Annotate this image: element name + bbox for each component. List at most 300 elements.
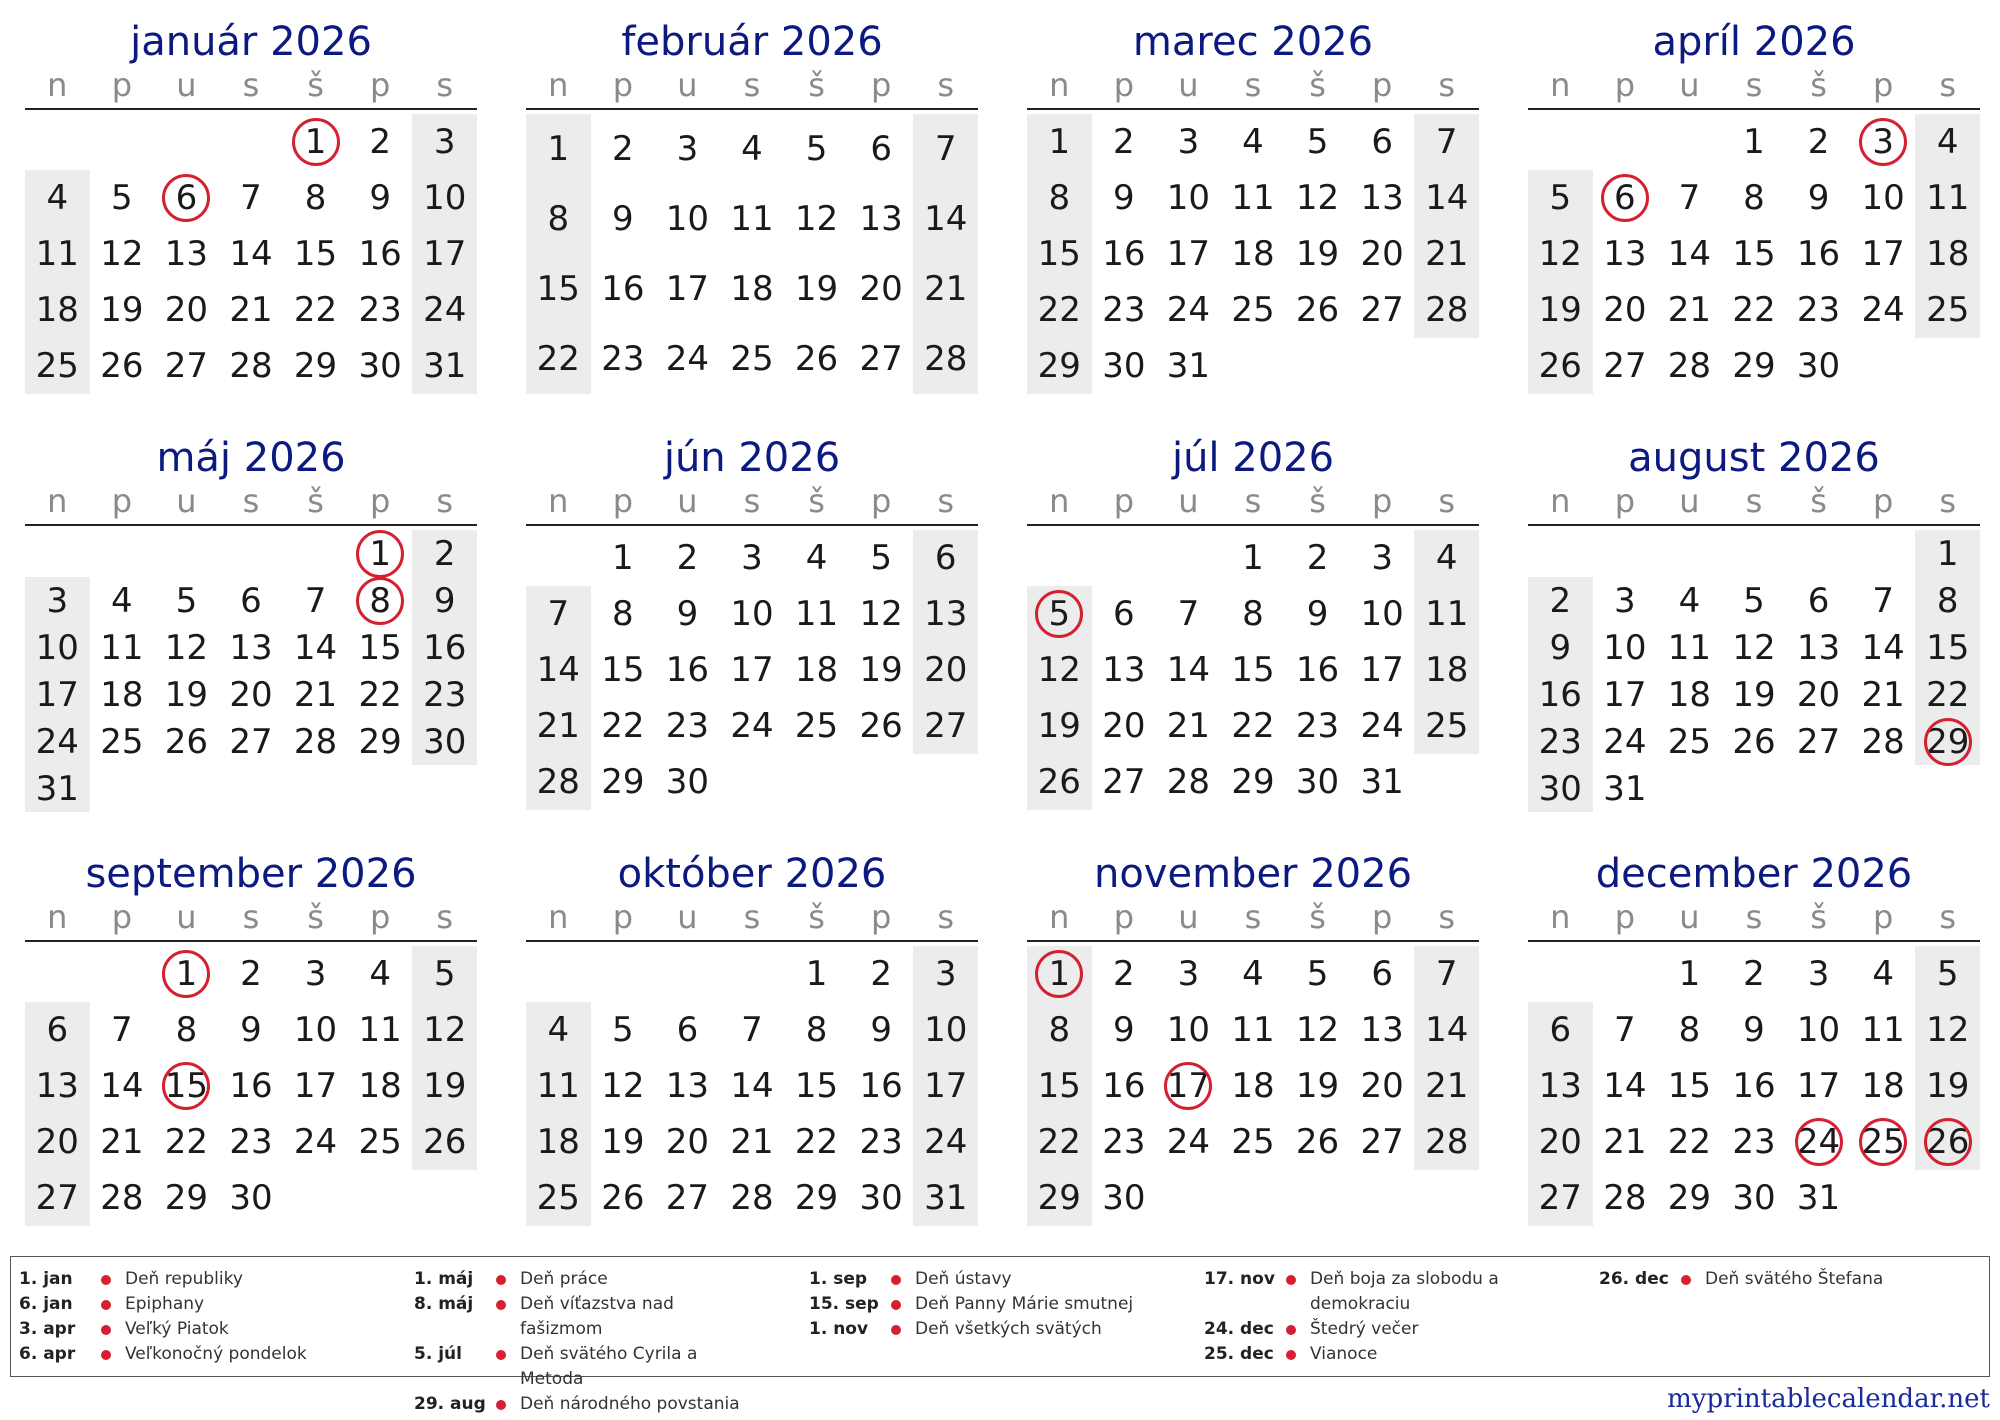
day-number: 19 xyxy=(1295,1066,1340,1106)
calendar-day xyxy=(412,577,477,624)
weekday-label: p xyxy=(1113,66,1134,104)
day-number: 30 xyxy=(1295,762,1340,802)
day-number: 27 xyxy=(35,1178,79,1218)
calendar-day xyxy=(526,1114,591,1170)
day-number: 15 xyxy=(1231,650,1275,690)
day-number: 19 xyxy=(794,269,839,309)
day-number: 20 xyxy=(1360,234,1404,274)
calendar-day xyxy=(655,698,720,754)
holiday-name: Veľkonočný pondelok xyxy=(125,1344,307,1364)
calendar-day xyxy=(1221,282,1286,338)
calendar-day xyxy=(1027,226,1092,282)
weekday-header xyxy=(1027,66,1479,110)
day-number: 16 xyxy=(601,269,645,309)
day-number: 24 xyxy=(1360,706,1404,746)
weekday-label: u xyxy=(1679,66,1700,104)
month-block xyxy=(526,832,978,1226)
empty-day-cell xyxy=(1786,530,1851,577)
calendar-day xyxy=(283,946,348,1002)
day-number: 6 xyxy=(1113,594,1135,634)
day-number: 30 xyxy=(358,346,402,386)
empty-day-cell xyxy=(154,765,219,812)
day-number: 8 xyxy=(612,594,634,634)
calendar-day xyxy=(1350,698,1415,754)
calendar-day xyxy=(1092,946,1157,1002)
day-number: 18 xyxy=(1231,1066,1275,1106)
holiday-name: Deň boja za slobodu a demokraciu xyxy=(1310,1269,1499,1314)
calendar-day xyxy=(1593,338,1658,394)
day-number: 27 xyxy=(1360,290,1404,330)
day-number: 27 xyxy=(1360,1122,1404,1162)
calendar-day xyxy=(1414,698,1479,754)
calendar-day xyxy=(1786,226,1851,282)
calendar-day xyxy=(1722,282,1787,338)
weekday-label: p xyxy=(1371,482,1393,520)
calendar-day xyxy=(1915,1114,1980,1170)
day-number: 18 xyxy=(1861,1066,1905,1106)
calendar-day xyxy=(154,1058,219,1114)
weekday-label: p xyxy=(111,66,132,104)
day-number: 13 xyxy=(1796,627,1841,668)
day-number: 8 xyxy=(1678,1010,1701,1050)
calendar-day xyxy=(1156,754,1221,810)
day-number: 26 xyxy=(423,1122,467,1162)
calendar-day xyxy=(348,530,413,577)
calendar-day xyxy=(1915,624,1980,671)
weekday-label: u xyxy=(677,66,698,104)
day-number: 29 xyxy=(1667,1178,1712,1218)
day-number: 27 xyxy=(859,339,903,379)
day-number: 15 xyxy=(1926,627,1970,668)
month-title: jún 2026 xyxy=(663,435,841,481)
day-number: 15 xyxy=(794,1066,839,1106)
day-number: 28 xyxy=(293,721,338,762)
day-number: 18 xyxy=(536,1122,580,1162)
calendar-day xyxy=(1414,170,1479,226)
empty-day-cell xyxy=(90,946,155,1002)
calendar-day xyxy=(154,282,219,338)
calendar-day xyxy=(655,324,720,394)
holiday-date: 6. apr xyxy=(19,1344,76,1364)
day-number: 30 xyxy=(859,1178,903,1218)
calendar-day xyxy=(1915,1058,1980,1114)
calendar-day xyxy=(720,184,785,254)
calendar-day xyxy=(784,946,849,1002)
month-block xyxy=(25,416,477,812)
calendar-day xyxy=(1092,642,1157,698)
calendar-day xyxy=(591,1114,656,1170)
calendar-day xyxy=(1722,1114,1787,1170)
holiday-name: Veľký Piatok xyxy=(125,1319,229,1339)
day-number: 10 xyxy=(1166,1010,1211,1050)
weekday-label: n xyxy=(47,66,68,104)
day-number: 5 xyxy=(1549,178,1572,218)
day-number: 24 xyxy=(1166,290,1211,330)
holiday-circle-icon xyxy=(1859,118,1907,166)
day-number: 16 xyxy=(1102,234,1146,274)
month-title: marec 2026 xyxy=(1132,19,1374,65)
calendar-day xyxy=(1027,1002,1092,1058)
calendar-day xyxy=(1657,226,1722,282)
calendar-day xyxy=(1657,946,1722,1002)
calendar-day xyxy=(1414,530,1479,586)
calendar-day xyxy=(283,1114,348,1170)
day-number: 26 xyxy=(1538,346,1582,386)
day-number: 21 xyxy=(1603,1122,1647,1162)
day-number: 16 xyxy=(665,650,710,690)
holiday-date: 29. aug xyxy=(414,1394,486,1414)
empty-day-cell xyxy=(1851,338,1916,394)
calendar-day xyxy=(25,282,90,338)
calendar-day xyxy=(283,1058,348,1114)
day-number: 3 xyxy=(676,129,699,169)
calendar-day xyxy=(913,586,978,642)
holiday-name: Deň republiky xyxy=(125,1269,243,1289)
calendar-day xyxy=(849,1170,914,1226)
calendar-day xyxy=(348,624,413,671)
calendar-day xyxy=(1027,698,1092,754)
calendar-day xyxy=(1915,170,1980,226)
weekday-label: s xyxy=(1438,66,1456,104)
month-block xyxy=(1528,0,1980,394)
calendar-day xyxy=(25,1058,90,1114)
empty-day-cell xyxy=(283,765,348,812)
day-number: 5 xyxy=(111,178,133,218)
day-number: 7 xyxy=(240,178,262,218)
day-number: 15 xyxy=(1037,1066,1081,1106)
day-number: 7 xyxy=(1678,178,1701,218)
day-number: 23 xyxy=(1796,290,1841,330)
calendar-day xyxy=(1221,530,1286,586)
day-number: 13 xyxy=(924,594,968,634)
calendar-day xyxy=(913,1002,978,1058)
day-number: 1 xyxy=(547,129,570,169)
weekday-label: s xyxy=(242,898,260,936)
bullet-dot-icon xyxy=(101,1300,111,1310)
calendar-day xyxy=(720,1170,785,1226)
calendar-day xyxy=(1092,1002,1157,1058)
empty-day-cell xyxy=(219,114,284,170)
calendar-day xyxy=(1092,1114,1157,1170)
calendar-day xyxy=(1092,338,1157,394)
day-number: 17 xyxy=(423,234,467,274)
empty-day-cell xyxy=(1414,338,1479,394)
day-number: 10 xyxy=(1796,1010,1841,1050)
month-block xyxy=(1528,832,1980,1226)
day-number: 14 xyxy=(293,627,338,668)
weekday-label: p xyxy=(1872,66,1894,104)
holiday-name: Epiphany xyxy=(125,1294,205,1314)
day-number: 19 xyxy=(1538,290,1582,330)
empty-day-cell xyxy=(1027,530,1092,586)
day-number: 14 xyxy=(229,234,273,274)
day-number: 1 xyxy=(369,533,391,574)
weekday-label: š xyxy=(1309,898,1326,936)
day-number: 15 xyxy=(1667,1066,1712,1106)
day-number: 22 xyxy=(1667,1122,1712,1162)
calendar-day xyxy=(1593,1170,1658,1226)
day-number: 1 xyxy=(1936,533,1959,574)
day-number: 21 xyxy=(229,290,273,330)
day-number: 11 xyxy=(358,1010,402,1050)
day-number: 11 xyxy=(1425,594,1469,634)
day-number: 25 xyxy=(730,339,774,379)
calendar-day xyxy=(784,324,849,394)
day-number: 26 xyxy=(1037,762,1081,802)
day-number: 29 xyxy=(1231,762,1275,802)
weekday-label: u xyxy=(677,898,698,936)
calendar-day xyxy=(412,1002,477,1058)
day-number: 13 xyxy=(229,627,273,668)
month-title: október 2026 xyxy=(617,851,887,897)
calendar-day xyxy=(90,1058,155,1114)
holiday-date: 3. apr xyxy=(19,1319,76,1339)
day-number: 23 xyxy=(665,706,710,746)
legend-item xyxy=(809,1292,1145,1317)
calendar-day xyxy=(784,254,849,324)
bullet-dot-icon xyxy=(1286,1350,1296,1360)
bullet-dot-icon xyxy=(891,1325,901,1335)
empty-day-cell xyxy=(1722,765,1787,812)
month-title: máj 2026 xyxy=(156,435,346,481)
day-number: 17 xyxy=(35,674,79,715)
day-number: 4 xyxy=(1872,954,1894,994)
empty-day-cell xyxy=(25,530,90,577)
holiday-name: Vianoce xyxy=(1310,1344,1378,1364)
calendar-day xyxy=(1851,1002,1916,1058)
weekday-label: š xyxy=(307,66,324,104)
calendar-day xyxy=(1350,282,1415,338)
calendar-day xyxy=(25,170,90,226)
day-number: 5 xyxy=(433,954,456,994)
calendar-day xyxy=(1285,530,1350,586)
day-number: 23 xyxy=(1732,1122,1776,1162)
calendar-day xyxy=(1593,226,1658,282)
calendar-day xyxy=(849,530,914,586)
day-number: 16 xyxy=(1796,234,1841,274)
calendar-day xyxy=(1786,1114,1851,1170)
calendar-day xyxy=(1786,624,1851,671)
calendar-day xyxy=(591,254,656,324)
calendar-day xyxy=(348,114,413,170)
empty-day-cell xyxy=(849,754,914,810)
day-number: 18 xyxy=(35,290,79,330)
day-number: 9 xyxy=(433,580,456,621)
calendar-day xyxy=(849,1002,914,1058)
empty-day-cell xyxy=(154,114,219,170)
day-number: 14 xyxy=(1861,627,1905,668)
legend-column xyxy=(1599,1267,1935,1292)
day-number: 25 xyxy=(1425,706,1469,746)
day-number: 18 xyxy=(730,269,774,309)
day-grid xyxy=(526,530,978,810)
day-number: 4 xyxy=(1678,580,1701,621)
day-number: 2 xyxy=(1549,580,1572,621)
calendar-day xyxy=(1722,170,1787,226)
calendar-day xyxy=(526,586,591,642)
calendar-day xyxy=(849,698,914,754)
calendar-day xyxy=(591,324,656,394)
month-block xyxy=(526,0,978,394)
calendar-day xyxy=(784,530,849,586)
day-number: 23 xyxy=(358,290,402,330)
day-number: 10 xyxy=(1360,594,1404,634)
day-number: 22 xyxy=(1732,290,1776,330)
calendar-day xyxy=(1156,586,1221,642)
empty-day-cell xyxy=(1350,338,1415,394)
calendar-day xyxy=(90,718,155,765)
holiday-date: 1. jan xyxy=(19,1269,73,1289)
calendar-day xyxy=(720,1114,785,1170)
empty-day-cell xyxy=(1156,530,1221,586)
day-number: 6 xyxy=(934,538,957,578)
calendar-day xyxy=(591,1002,656,1058)
weekday-label: u xyxy=(176,898,197,936)
day-grid xyxy=(25,946,477,1226)
calendar-day xyxy=(1156,698,1221,754)
empty-day-cell xyxy=(1657,114,1722,170)
calendar-day xyxy=(526,642,591,698)
day-number: 15 xyxy=(1037,234,1081,274)
calendar-day xyxy=(591,754,656,810)
calendar-day xyxy=(348,338,413,394)
calendar-day xyxy=(1156,1058,1221,1114)
calendar-day xyxy=(25,226,90,282)
empty-day-cell xyxy=(412,1170,477,1226)
day-number: 23 xyxy=(1538,721,1582,762)
day-number: 6 xyxy=(175,178,198,218)
day-number: 3 xyxy=(934,954,957,994)
bullet-dot-icon xyxy=(496,1275,506,1285)
calendar-day xyxy=(720,324,785,394)
legend-item xyxy=(1204,1267,1540,1317)
calendar-day xyxy=(784,184,849,254)
calendar-day xyxy=(784,1114,849,1170)
weekday-label: n xyxy=(548,482,569,520)
day-number: 8 xyxy=(805,1010,828,1050)
day-number: 1 xyxy=(1048,954,1071,994)
day-number: 5 xyxy=(175,580,198,621)
day-number: 24 xyxy=(293,1122,338,1162)
holiday-date: 25. dec xyxy=(1204,1344,1274,1364)
weekday-label: p xyxy=(111,482,132,520)
calendar-day xyxy=(1350,170,1415,226)
day-number: 4 xyxy=(46,178,69,218)
calendar-day xyxy=(1414,586,1479,642)
calendar-day xyxy=(1156,226,1221,282)
weekday-label: p xyxy=(369,898,391,936)
empty-day-cell xyxy=(1657,765,1722,812)
calendar-day xyxy=(1528,624,1593,671)
day-number: 4 xyxy=(1242,122,1264,162)
day-number: 10 xyxy=(1861,178,1905,218)
calendar-day xyxy=(1593,1114,1658,1170)
day-number: 6 xyxy=(1549,1010,1572,1050)
bullet-dot-icon xyxy=(891,1275,901,1285)
day-number: 26 xyxy=(794,339,839,379)
calendar-day xyxy=(1414,1002,1479,1058)
calendar-day xyxy=(1915,946,1980,1002)
month-block xyxy=(1027,416,1479,810)
empty-day-cell xyxy=(1657,530,1722,577)
calendar-day xyxy=(1722,338,1787,394)
calendar-day xyxy=(219,718,284,765)
day-number: 16 xyxy=(358,234,402,274)
calendar-day xyxy=(1092,1058,1157,1114)
calendar-day xyxy=(720,1058,785,1114)
calendar-day xyxy=(913,642,978,698)
weekday-label: n xyxy=(1049,482,1070,520)
day-number: 21 xyxy=(1166,706,1211,746)
day-number: 12 xyxy=(164,627,209,668)
day-number: 21 xyxy=(536,706,580,746)
day-number: 3 xyxy=(1614,580,1636,621)
day-number: 26 xyxy=(1732,721,1776,762)
day-number: 22 xyxy=(358,674,402,715)
calendar-day xyxy=(1593,765,1658,812)
calendar-day xyxy=(591,642,656,698)
calendar-day xyxy=(784,586,849,642)
day-number: 8 xyxy=(369,580,391,621)
calendar-day xyxy=(1528,1170,1593,1226)
calendar-day xyxy=(154,226,219,282)
calendar-day xyxy=(1722,671,1787,718)
calendar-day xyxy=(1156,338,1221,394)
weekday-label: s xyxy=(1438,898,1456,936)
day-number: 7 xyxy=(1435,122,1458,162)
day-number: 16 xyxy=(1102,1066,1146,1106)
holiday-date: 8. máj xyxy=(414,1294,474,1314)
day-number: 9 xyxy=(1549,627,1572,668)
weekday-label: n xyxy=(47,482,68,520)
calendar-day xyxy=(849,586,914,642)
day-number: 26 xyxy=(859,706,903,746)
holiday-name: Deň Panny Márie smutnej xyxy=(915,1294,1134,1314)
weekday-label: s xyxy=(1939,898,1957,936)
calendar-day xyxy=(526,1170,591,1226)
legend-column xyxy=(809,1267,1145,1342)
legend-column xyxy=(19,1267,355,1367)
calendar-day xyxy=(591,184,656,254)
calendar-day xyxy=(849,184,914,254)
day-number: 22 xyxy=(601,706,645,746)
day-number: 12 xyxy=(601,1066,645,1106)
day-number: 24 xyxy=(924,1122,968,1162)
day-number: 28 xyxy=(1166,762,1211,802)
day-number: 18 xyxy=(358,1066,402,1106)
calendar-day xyxy=(784,1170,849,1226)
weekday-label: š xyxy=(808,482,825,520)
calendar-day xyxy=(1027,642,1092,698)
calendar-day xyxy=(1722,718,1787,765)
day-number: 22 xyxy=(1037,290,1081,330)
day-number: 20 xyxy=(665,1122,710,1162)
calendar-day xyxy=(655,530,720,586)
day-number: 28 xyxy=(1861,721,1905,762)
calendar-day xyxy=(1593,671,1658,718)
day-number: 6 xyxy=(1807,580,1830,621)
empty-day-cell xyxy=(1528,946,1593,1002)
day-number: 2 xyxy=(612,129,634,169)
weekday-label: n xyxy=(1550,66,1571,104)
calendar-day xyxy=(1722,946,1787,1002)
calendar-day xyxy=(154,338,219,394)
day-number: 8 xyxy=(1048,1010,1071,1050)
day-number: 27 xyxy=(1102,762,1146,802)
day-number: 28 xyxy=(1603,1178,1647,1218)
calendar-day xyxy=(1285,170,1350,226)
calendar-day xyxy=(25,1170,90,1226)
